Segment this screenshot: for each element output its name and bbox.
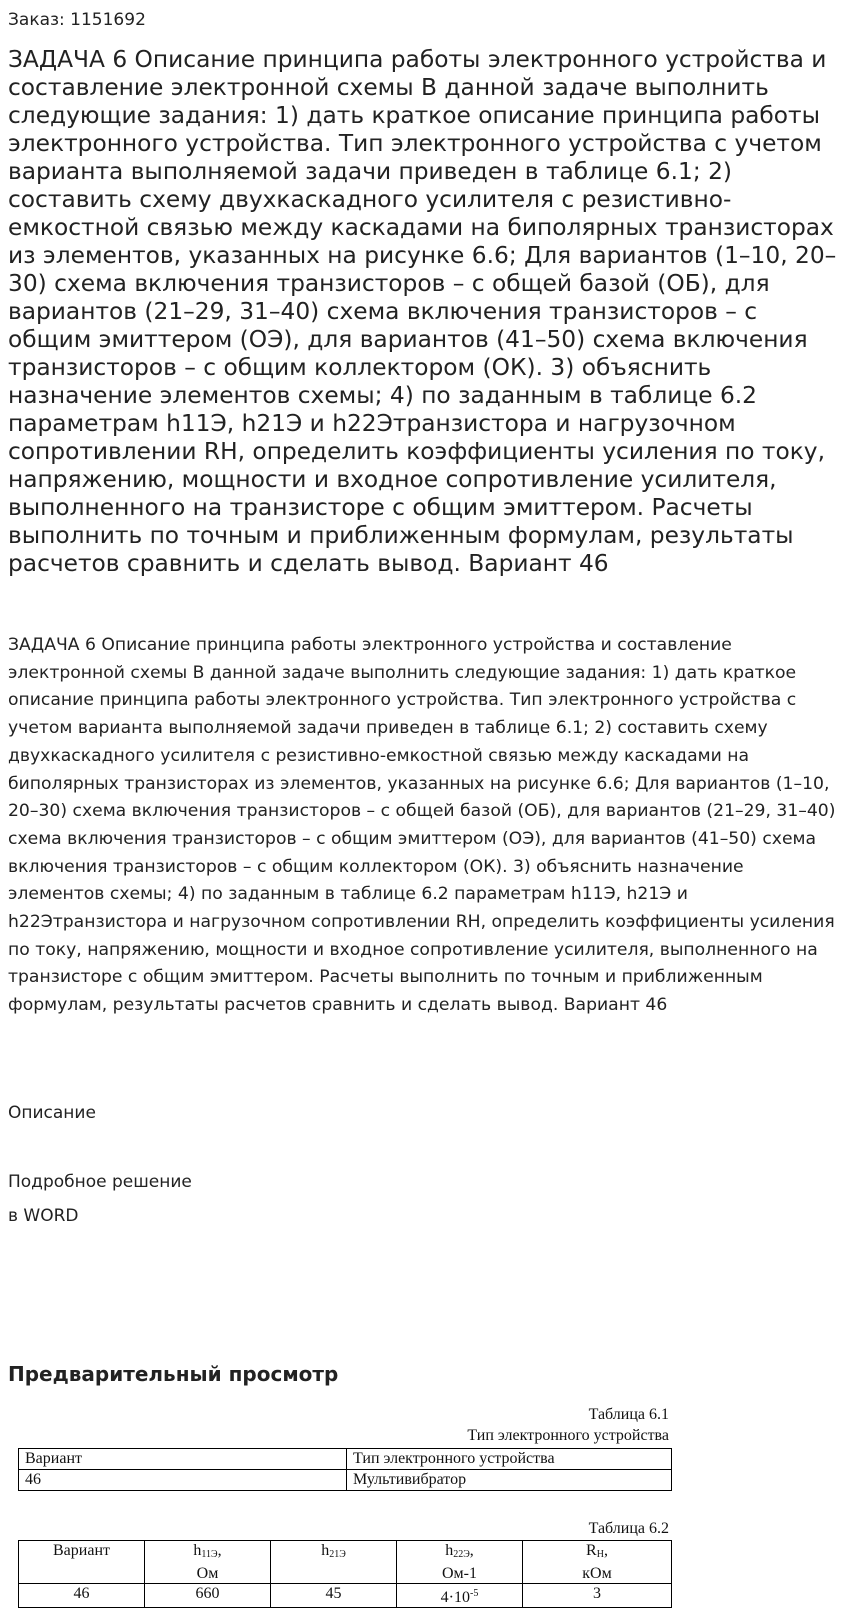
table2-header-h22 xyxy=(397,1541,523,1584)
table2-cell-h21: 45 xyxy=(271,1584,397,1608)
table2-cell-rn: 3 xyxy=(523,1584,672,1608)
table1-header-variant: Вариант xyxy=(19,1449,347,1470)
table2-header-h21 xyxy=(271,1541,397,1584)
table1-subtitle: Тип электронного устройства xyxy=(467,1427,669,1444)
preview-image xyxy=(0,1405,847,1623)
rn-unit: кОм xyxy=(582,1565,612,1582)
solution-line-2: в WORD xyxy=(8,1206,79,1226)
preview-heading: Предварительный просмотр xyxy=(8,1362,339,1386)
h11-symbol: h xyxy=(193,1542,202,1559)
rn-subscript: Н xyxy=(596,1549,604,1560)
h22-value: 4·10 xyxy=(440,1589,470,1606)
table-row xyxy=(19,1449,672,1470)
solution-format xyxy=(8,1165,192,1233)
table-row xyxy=(19,1470,672,1491)
table2-header-rn xyxy=(523,1541,672,1584)
table1-caption: Таблица 6.1 xyxy=(588,1406,669,1423)
table1-cell-variant: 46 xyxy=(19,1470,347,1491)
table-6-2 xyxy=(18,1540,672,1608)
h22-exponent: -5 xyxy=(469,1588,479,1599)
table1-header-type: Тип электронного устройства xyxy=(347,1449,672,1470)
table2-cell-h11: 660 xyxy=(145,1584,271,1608)
table2-header-variant xyxy=(19,1541,145,1584)
h11-subscript: 11Э xyxy=(201,1549,218,1560)
table-row xyxy=(19,1584,672,1608)
table-row xyxy=(19,1541,672,1584)
task-title: ЗАДАЧА 6 Описание принципа работы электронного устройства и составление электронной схемы В данной задаче выполнить следующие задания: 1) дать краткое описание принципа работы электронного устройства. Тип электронного устройства с учетом варианта выполняемой задачи приведен в таблице 6.1; 2) составить схему двухкаскадного усилителя с резистивно-емкостной связью между каскадами на биполярных транзисторах из элементов, указанных на рисунке 6.6; Для вариантов (1–10, 20–30) схема включения транзисторов – с общей базой (ОБ), для вариантов (21–29, 31–40) схема включения транзисторов – с общим эмиттером (ОЭ), для вариантов (41–50) схема включения транзисторов – с общим коллектором (ОК). 3) объяснить назначение элементов схемы; 4) по заданным в таблице 6.2 параметрам h11Э, h21Э и h22Этранзистора и нагрузочном сопротивлении RН, определить коэффициенты усиления по току, напряжению, мощности и входное сопротивление усилителя, выполненного на транзисторе с общим эмиттером. Расчеты выполнить по точным и приближенным формулам, результаты расчетов сравнить и сделать вывод. Вариант 46 xyxy=(8,46,837,577)
h22-unit: Ом-1 xyxy=(441,1565,477,1582)
h11-comma: , xyxy=(217,1542,222,1559)
h21-subscript: 21Э xyxy=(329,1549,346,1560)
table2-cell-variant: 46 xyxy=(19,1584,145,1608)
solution-line-1: Подробное решение xyxy=(8,1172,192,1192)
description-label: Описание xyxy=(8,1103,96,1123)
h22-subscript: 22Э xyxy=(453,1549,470,1560)
h22-comma: , xyxy=(469,1542,474,1559)
table-6-1 xyxy=(18,1448,672,1491)
h11-unit: Ом xyxy=(196,1565,219,1582)
h21-symbol: h xyxy=(321,1542,330,1559)
h22-symbol: h xyxy=(445,1542,454,1559)
rn-comma: , xyxy=(603,1542,608,1559)
table2-header-h11 xyxy=(145,1541,271,1584)
table1-cell-type: Мультивибратор xyxy=(347,1470,672,1491)
task-description-text: ЗАДАЧА 6 Описание принципа работы электронного устройства и составление электронной схемы В данной задаче выполнить следующие задания: 1) дать краткое описание принципа работы электронного устройства. Тип электронного устройства с учетом варианта выполняемой задачи приведен в таблице 6.1; 2) составить схему двухкаскадного усилителя с резистивно-емкостной связью между каскадами на биполярных транзисторах из элементов, указанных на рисунке 6.6; Для вариантов (1–10, 20–30) схема включения транзисторов – с общей базой (ОБ), для вариантов (21–29, 31–40) схема включения транзисторов – с общим эмиттером (ОЭ), для вариантов (41–50) схема включения транзисторов – с общим коллектором (ОК). 3) объяснить назначение элементов схемы; 4) по заданным в таблице 6.2 параметрам h11Э, h21Э и h22Этранзистора и нагрузочном сопротивлении RН, определить коэффициенты усиления по току, напряжению, мощности и входное сопротивление усилителя, выполненного на транзисторе с общим эмиттером. Расчеты выполнить по точным и приближенным формулам, результаты расчетов сравнить и сделать вывод. Вариант 46 xyxy=(8,635,836,1016)
header-variant-text: Вариант xyxy=(53,1542,110,1559)
order-number: Заказ: 1151692 xyxy=(8,10,146,30)
table2-cell-h22 xyxy=(397,1584,523,1608)
table2-caption: Таблица 6.2 xyxy=(588,1520,669,1537)
rn-symbol: R xyxy=(586,1542,597,1559)
